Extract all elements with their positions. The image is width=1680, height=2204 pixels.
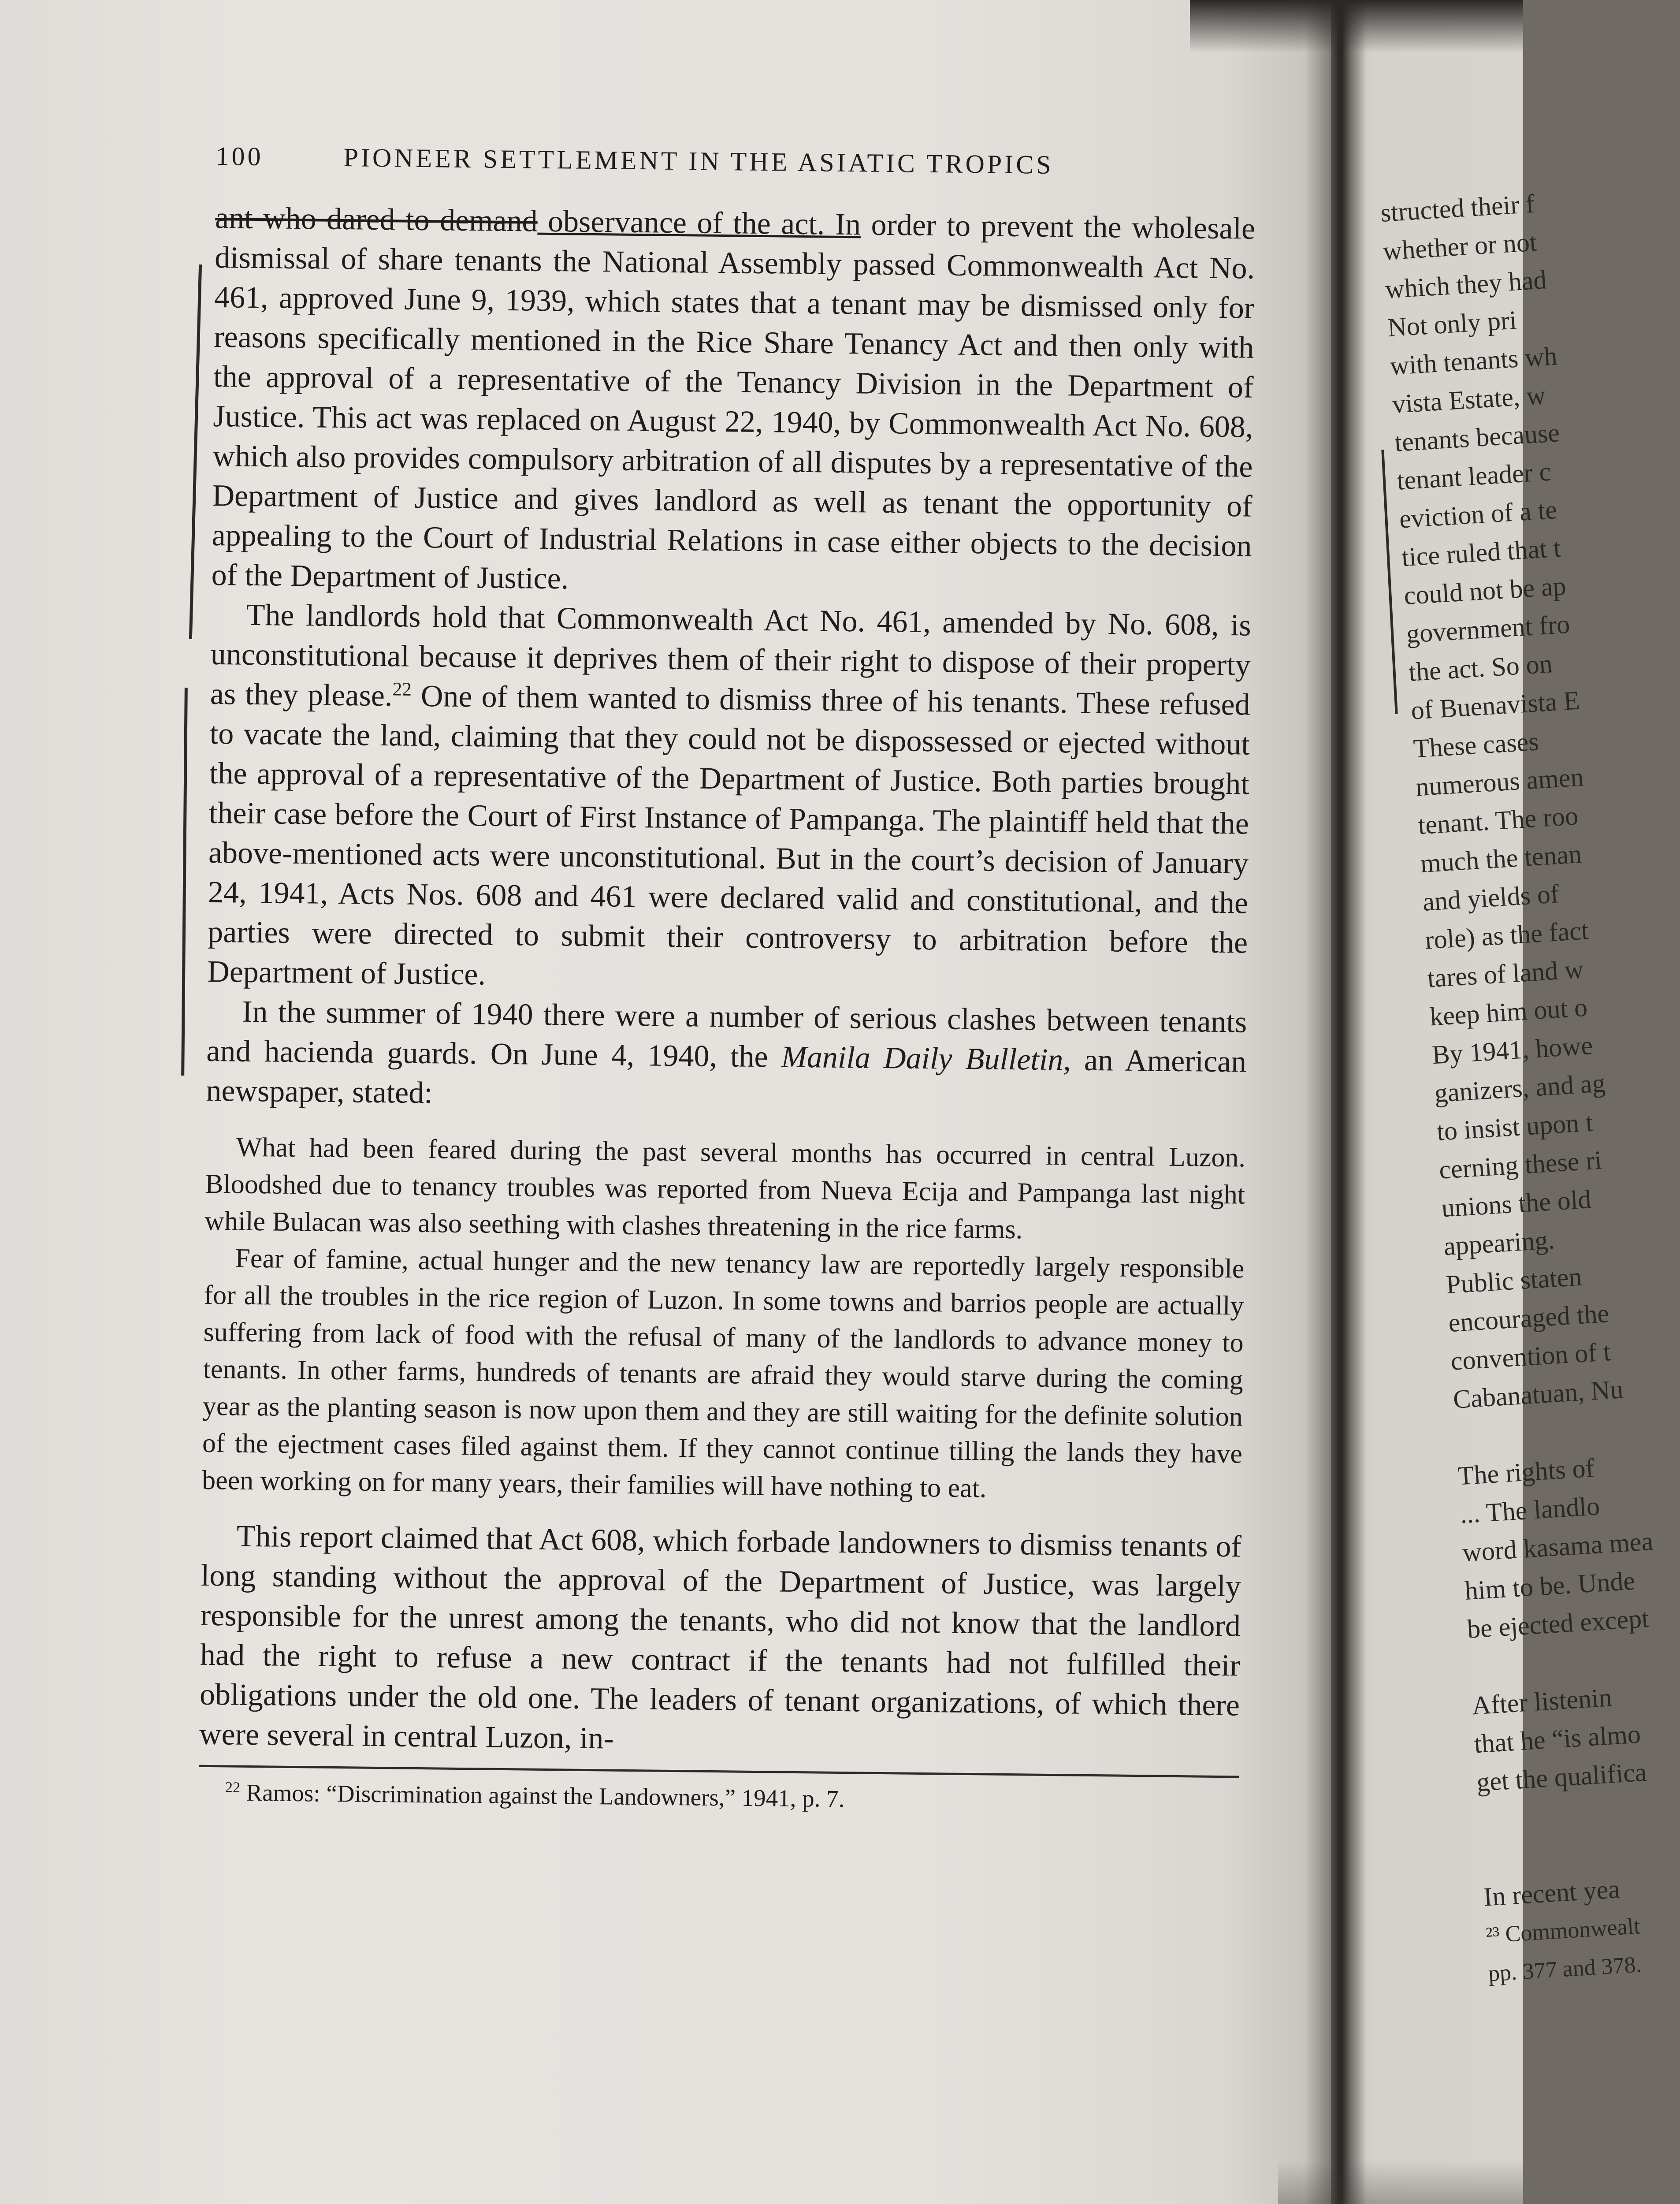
- paragraph-2-text-a: The landlords hold that Commonwealth Act No. 461, amended by No. 608, is unconstitutional because it deprives them of their right to dispose of their property as they please.: [210, 598, 1252, 713]
- facing-footnote-line: pp. 377 and 378.: [1487, 1952, 1643, 1987]
- facing-line: appearing.: [1443, 1225, 1556, 1261]
- paragraph-4: This report claimed that Act 608, which forbade landowners to dismiss tenants of long standing without the approval of the Department of Justice, was largely responsible for the unrest among the tenants, who did not know that the landlord had the right to refuse a new contract if the tenants had not fulfilled their obligations under the old one. The leaders of tenant organizations, of which there were several in central Luzon, in-: [199, 1519, 1242, 1756]
- facing-line: structed their f: [1379, 189, 1535, 227]
- facing-line: convention of t: [1450, 1337, 1612, 1376]
- page-edge-shadow-top: [1190, 0, 1523, 53]
- facing-line: In recent yea: [1483, 1874, 1621, 1912]
- block-quote: [202, 1128, 1246, 1510]
- facing-line: whether or not: [1382, 227, 1538, 266]
- struck-text: ant who dared to demand: [215, 201, 538, 238]
- facing-line: numerous amen: [1415, 762, 1585, 802]
- facing-line: The rights of: [1457, 1453, 1595, 1491]
- quote-paragraph-2: Fear of famine, actual hunger and the new tenancy law are reportedly largely responsible for all the troubles in the rice region of Luzon. In some towns and barrios people are actually suffering from lack of food with the refusal of many of the landlords to advance money to tenants. In other farms, hundreds of tenants are afraid they would starve during the coming year as the planting season is now upon them and they are still waiting for the definite solution of the ejectment cases filed against them. If they cannot continue tilling the lands they have been working on for many years, their families will have nothing to eat.: [201, 1243, 1245, 1504]
- facing-line: much the tenan: [1419, 839, 1583, 879]
- facing-line: tenant. The roo: [1417, 801, 1579, 840]
- facing-line: tenants because: [1394, 418, 1561, 457]
- paragraph-1: [211, 198, 1255, 606]
- body-text: [206, 198, 1256, 1122]
- newspaper-title: Manila Daily Bulletin,: [781, 1040, 1071, 1077]
- facing-line: word kasama mea: [1461, 1526, 1654, 1567]
- paragraph-1-rest: order to prevent the wholesale dismissal of share tenants the National Assembly passed Commonwealth Act No. 461, approved June 9, 1939, which states that a tenant may be dismissed only for reasons specifically mentioned in the Rice Share Tenancy Act and then only with the approval of a representative of the Tenancy Division in the Department of Justice. This act was replaced on August 22, 1940, by Commonwealth Act No. 608, which also provides compulsory arbitration of all disputes by a representative of the Department of Justice and gives landlord as well as tenant the opportunity of appealing to the Court of Industrial Relations in case either objects to the decision of the Department of Justice.: [211, 208, 1256, 596]
- page-edge-shadow-bottom: [1278, 2160, 1523, 2204]
- footnote-reference: 22: [392, 678, 412, 700]
- facing-line: eviction of a te: [1398, 495, 1558, 534]
- facing-line: of Buenavista E: [1410, 685, 1581, 725]
- facing-line: Not only pri: [1386, 305, 1518, 343]
- facing-line: vista Estate, w: [1391, 380, 1546, 419]
- facing-line: with tenants wh: [1389, 341, 1558, 381]
- underlined-text: observance of the act. In: [537, 204, 861, 242]
- facing-line: ganizers, and ag: [1433, 1068, 1606, 1108]
- paragraph-3-text-b: an American newspaper, stated:: [206, 1043, 1247, 1110]
- paragraph-2-text-b: One of them wanted to dismiss three of his tenants. These refused to vacate the land, claiming that they could not be dispossessed or ejected without the approval of a representative of the Department of Justice. Both parties brought their case before the Court of First Instance of Pampanga. The plaintiff held that the above-mentioned acts were unconstitutional. But in the court’s decision of January 24, 1941, Acts Nos. 608 and 461 were declared valid and constitutional, and the parties were directed to submit their controversy to arbitration before the Department of Justice.: [207, 679, 1251, 992]
- facing-line: ... The landlo: [1459, 1491, 1601, 1529]
- facing-line: cerning these ri: [1438, 1145, 1603, 1184]
- facing-line: These cases: [1412, 726, 1540, 763]
- paragraph-3: [206, 992, 1247, 1122]
- facing-line: and yields of: [1422, 879, 1560, 916]
- facing-line: role) as the fact: [1424, 916, 1590, 955]
- facing-line: which they had: [1384, 265, 1548, 304]
- facing-line: government fro: [1405, 609, 1571, 649]
- facing-line: By 1941, howe: [1431, 1031, 1594, 1070]
- facing-line: to insist upon t: [1436, 1107, 1594, 1146]
- paragraph-2: [207, 595, 1251, 1003]
- facing-line: him to be. Unde: [1464, 1566, 1636, 1606]
- facing-line: Cabanatuan, Nu: [1452, 1374, 1624, 1414]
- facing-line: Public staten: [1445, 1262, 1583, 1299]
- facing-line: the act. So on: [1408, 649, 1554, 687]
- page-number: 100: [216, 141, 264, 171]
- body-text-continued: [199, 1516, 1242, 1765]
- running-head: [216, 141, 1256, 209]
- book-gutter: [1305, 0, 1366, 2204]
- facing-line: be ejected except: [1466, 1603, 1650, 1644]
- footnote-pen-rule: [199, 1765, 1239, 1778]
- running-title: PIONEER SETTLEMENT IN THE ASIATIC TROPICS: [343, 143, 1054, 179]
- facing-line: unions the old: [1440, 1184, 1592, 1223]
- facing-line: After listenin: [1471, 1683, 1613, 1720]
- footnote-number: 22: [225, 1779, 241, 1796]
- facing-line: tares of land w: [1426, 954, 1585, 993]
- facing-line: tenant leader c: [1396, 457, 1552, 495]
- facing-line: that he “is almo: [1473, 1719, 1642, 1759]
- footnote-text: Ramos: “Discrimination against the Landowners,” 1941, p. 7.: [240, 1779, 845, 1813]
- facing-line: keep him out o: [1429, 992, 1588, 1031]
- facing-line: get the qualifica: [1476, 1757, 1648, 1797]
- page-content: [198, 141, 1256, 1819]
- facing-line: tice ruled that t: [1401, 533, 1562, 572]
- facing-line: encouraged the: [1447, 1299, 1610, 1338]
- quote-paragraph-1: What had been feared during the past several months has occurred in central Luzon. Bloodshed due to tenancy troubles was reported from Nueva Ecija and Pampanga last night while Bulacan was also seething with clashes threatening in the rice farms.: [204, 1132, 1246, 1245]
- facing-footnote-line: ²³ Commonwealt: [1485, 1914, 1641, 1948]
- paragraph-3-text-a: In the summer of 1940 there were a number of serious clashes between tenants and hacienda guards. On June 4, 1940, the: [206, 994, 1247, 1074]
- facing-line: could not be ap: [1403, 571, 1567, 611]
